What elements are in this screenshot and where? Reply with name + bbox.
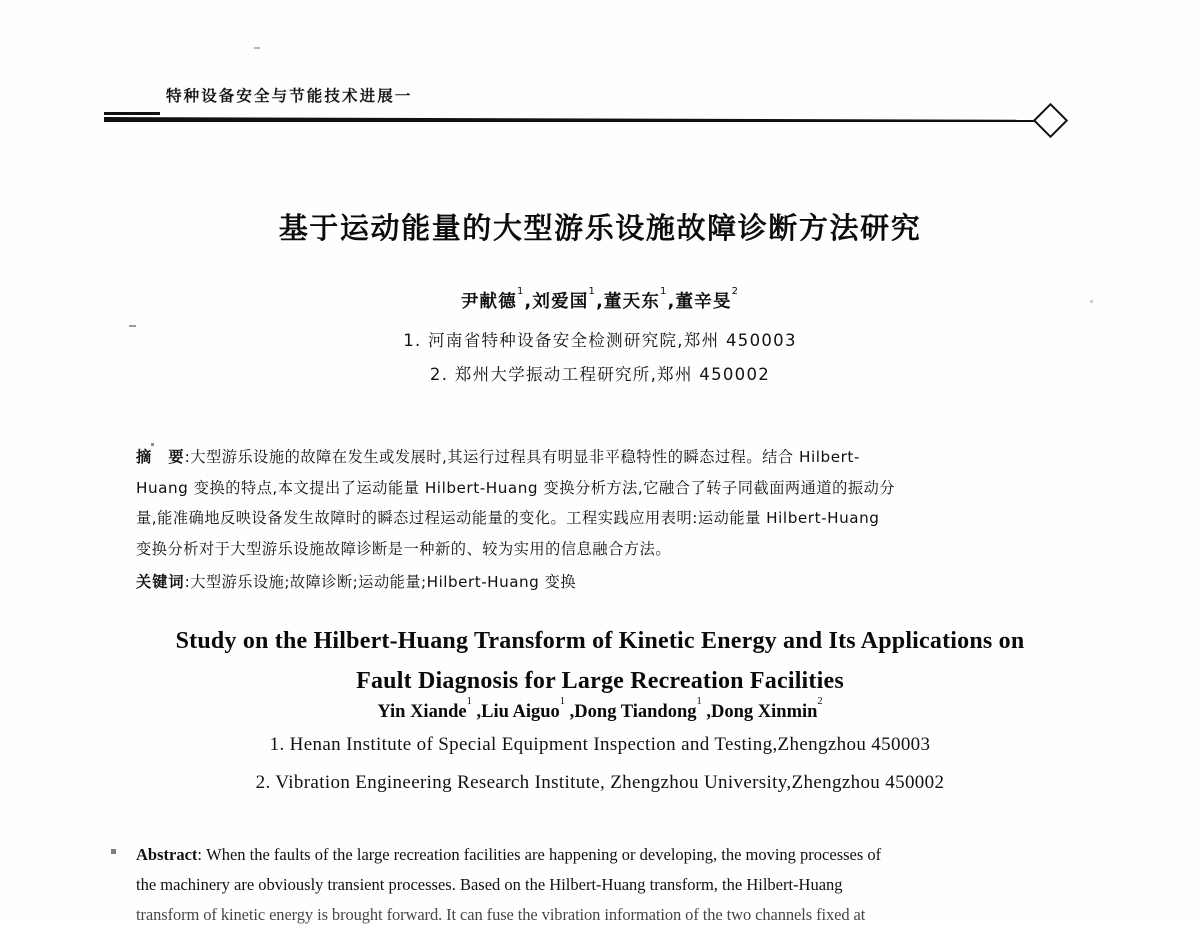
abstract-english-separator: :: [197, 845, 202, 864]
author-separator: ,: [524, 292, 533, 312]
abstract-english-text: When the faults of the large recreation facilities are happening or developing, the moving processes of: [206, 845, 882, 864]
header-rule-accent: [104, 112, 160, 115]
affiliation-english-1: 1. Henan Institute of Special Equipment Inspection and Testing,Zhengzhou 450003: [269, 734, 931, 755]
authors-english: [0, 695, 1200, 723]
running-header-title: 特种设备安全与节能技术进展一: [166, 87, 413, 105]
abstract-english-line-3: transform of kinetic energy is brought forward. It can fuse the vibration information of the two channels fixed at: [136, 905, 866, 924]
abstract-english-line-2: the machinery are obviously transient processes. Based on the Hilbert-Huang transform, the Hilbert-Huang: [136, 875, 843, 894]
abstract-chinese-text: 大型游乐设施的故障在发生或发展时,其运行过程具有明显非平稳特性的瞬态过程。结合 Hilbert-: [190, 448, 860, 466]
scan-speckle: [111, 849, 116, 854]
abstract-english-label: Abstract: [136, 845, 198, 864]
running-header: [104, 84, 1096, 132]
author-affiliation-marker: 1: [660, 285, 668, 297]
author-affiliation-marker: 1: [516, 285, 525, 297]
scan-speckle: [151, 443, 154, 446]
abstract-chinese-label: 摘 要: [136, 448, 185, 466]
page-title-english-line-2: Fault Diagnosis for Large Recreation Facilities: [356, 668, 844, 694]
scan-speckle: [129, 325, 136, 327]
abstract-chinese: [136, 442, 1062, 564]
page-title-chinese: 基于运动能量的大型游乐设施故障诊断方法研究: [278, 211, 922, 245]
author-name: 董天东: [603, 292, 661, 312]
author-name: 尹献德: [460, 292, 517, 312]
author-separator: ,: [471, 702, 482, 723]
author-separator: ,: [701, 702, 711, 723]
author-name: 刘爱国: [532, 292, 589, 312]
abstract-chinese-line-2: Huang 变换的特点,本文提出了运动能量 Hilbert-Huang 变换分析方法,它融合了转子同截面两通道的振动分: [136, 478, 896, 497]
author-name: Liu Aiguo: [481, 702, 560, 723]
author-name: 董辛旻: [675, 292, 732, 312]
abstract-chinese-separator: :: [184, 448, 191, 466]
keywords-chinese-text: 大型游乐设施;故障诊断;运动能量;Hilbert-Huang 变换: [190, 573, 577, 591]
abstract-chinese-line-4: 变换分析对于大型游乐设施故障诊断是一种新的、较为实用的信息融合方法。: [136, 539, 672, 558]
author-separator: ,: [565, 702, 575, 723]
abstract-chinese-line-3: 量,能准确地反映设备发生故障时的瞬态过程运动能量的变化。工程实践应用表明:运动能量 Hilbert-Huang: [136, 509, 880, 527]
author-affiliation-marker: 1: [696, 695, 702, 707]
diamond-ornament-icon: [1033, 103, 1068, 138]
author-separator: ,: [667, 292, 676, 312]
author-affiliation-marker: 1: [559, 695, 566, 707]
author-affiliation-marker: 1: [588, 285, 597, 297]
page-title-english-line-1: Study on the Hilbert-Huang Transform of Kinetic Energy and Its Applications on: [175, 628, 1025, 654]
author-affiliation-marker: 1: [466, 695, 472, 707]
author-affiliation-marker: 2: [817, 695, 823, 707]
authors-chinese: [0, 285, 1200, 313]
header-rule: [104, 117, 1034, 122]
keywords-chinese-separator: :: [184, 573, 191, 591]
author-name: Yin Xiande: [377, 702, 467, 723]
affiliation-chinese-2: 2. 郑州大学振动工程研究所,郑州 450002: [429, 365, 771, 384]
scan-speckle: [254, 47, 260, 49]
keywords-chinese: [136, 568, 1062, 596]
abstract-english-line-1: [136, 840, 1062, 870]
affiliation-chinese-1: 1. 河南省特种设备安全检测研究院,郑州 450003: [403, 331, 797, 350]
author-name: Dong Xinmin: [711, 702, 818, 723]
abstract-chinese-line-1: [136, 442, 1062, 473]
author-name: Dong Tiandong: [574, 702, 697, 723]
author-separator: ,: [596, 292, 604, 312]
scan-speckle: [1090, 300, 1093, 303]
author-affiliation-marker: 2: [731, 285, 740, 297]
keywords-chinese-label: 关键词: [136, 573, 185, 591]
affiliation-english-2: 2. Vibration Engineering Research Institute, Zhengzhou University,Zhengzhou 450002: [255, 772, 945, 793]
